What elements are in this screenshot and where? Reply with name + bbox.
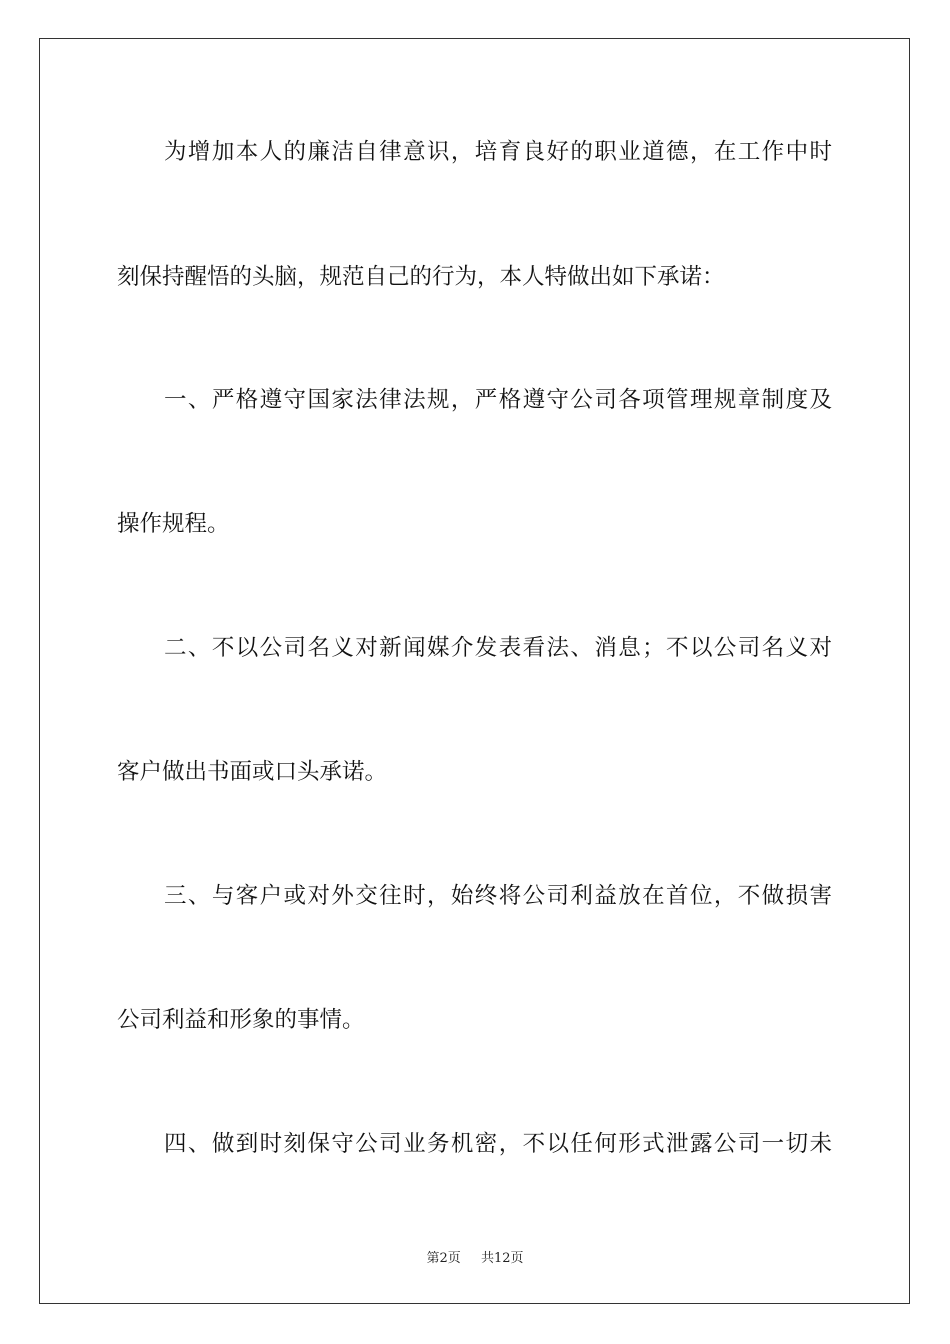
paragraph-line: 四、做到时刻保守公司业务机密，不以任何形式泄露公司一切未 <box>164 1131 832 1157</box>
paragraph-line: 操作规程。 <box>117 511 230 537</box>
paragraph-line: 客户做出书面或口头承诺。 <box>117 759 388 785</box>
paragraph-line: 公司利益和形象的事情。 <box>117 1007 365 1033</box>
page-border <box>39 38 910 1304</box>
page-total: 共12页 <box>480 1251 524 1266</box>
page-footer <box>0 1247 950 1266</box>
page-number: 第2页 <box>426 1251 461 1266</box>
paragraph-line: 二、不以公司名义对新闻媒介发表看法、消息；不以公司名义对 <box>164 635 832 661</box>
paragraph-line: 三、与客户或对外交往时，始终将公司利益放在首位，不做损害 <box>164 883 832 909</box>
paragraph-line: 刻保持醒悟的头脑，规范自己的行为，本人特做出如下承诺： <box>117 264 725 290</box>
paragraph-line: 一、严格遵守国家法律法规，严格遵守公司各项管理规章制度及 <box>164 387 832 413</box>
paragraph-line: 为增加本人的廉洁自律意识，培育良好的职业道德，在工作中时 <box>164 139 832 165</box>
